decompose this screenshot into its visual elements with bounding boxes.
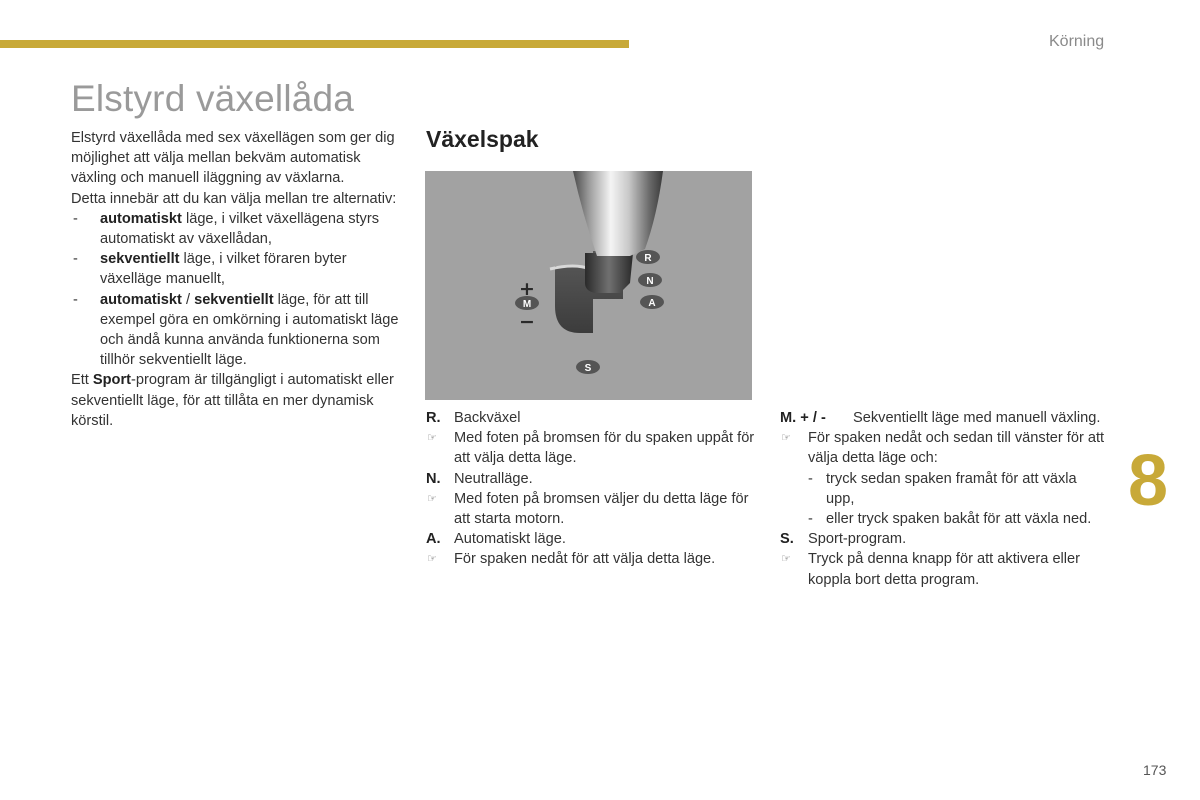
legend-instruction <box>780 428 1105 468</box>
legend-label: Neutralläge. <box>454 470 533 487</box>
sub-item-upshift <box>780 469 1105 509</box>
dash-marker: - <box>73 291 78 308</box>
gear-a-badge <box>640 295 664 309</box>
page-title: Elstyrd växellåda <box>71 78 355 119</box>
pointing-hand-icon: ☞ <box>427 553 437 566</box>
legend-label: Sport-program. <box>808 531 907 548</box>
page-number: 173 <box>1143 762 1167 778</box>
pointing-hand-icon: ☞ <box>427 492 437 505</box>
section-name: Körning <box>1049 33 1105 50</box>
gear-r-badge <box>636 250 660 264</box>
sport-post: -program är tillgängligt i automatiskt eller sekventiellt läge, för att tillåta en mer dynamisk körstil. <box>71 372 394 429</box>
chapter-number: 8 <box>1128 441 1169 521</box>
mode-name: sekventiellt <box>100 251 180 268</box>
sport-button <box>576 360 600 374</box>
legend-label: Backväxel <box>454 410 521 426</box>
intro-paragraph-2: Detta innebär att du kan välja mellan tre alternativ: <box>71 190 397 207</box>
intro-paragraph-1: Elstyrd växellåda med sex växellägen som ger dig möjlighet att välja mellan bekväm automatisk växling och manuell iläggning av växlarna. <box>71 130 395 187</box>
instruction-text: Med foten på bromsen för du spaken uppåt för att välja detta läge. <box>454 430 755 467</box>
mode-name-2: sekventiellt <box>194 291 274 308</box>
legend-key: S. <box>780 531 794 548</box>
intro-column <box>71 128 406 431</box>
header-accent-bar <box>0 40 629 48</box>
sub-item-downshift <box>780 509 1105 529</box>
dash-marker: - <box>73 251 78 268</box>
legend-key: A. <box>426 531 441 548</box>
legend-item-s <box>780 529 1105 549</box>
sport-paragraph <box>71 370 406 431</box>
lever-heading: Växelspak <box>426 126 539 152</box>
legend-instruction <box>780 549 1105 589</box>
legend-instruction <box>426 428 756 468</box>
mode-item-combined <box>71 290 406 371</box>
pointing-hand-icon: ☞ <box>781 432 791 445</box>
sub-item-text: tryck sedan spaken framåt för att växla upp, <box>826 470 1077 507</box>
legend-item-n <box>426 469 756 489</box>
dash-marker: - <box>808 470 813 487</box>
pointing-hand-icon: ☞ <box>427 432 437 445</box>
legend-item-r <box>426 408 756 428</box>
instruction-text: För spaken nedåt och sedan till vänster för att välja detta läge och: <box>808 430 1105 467</box>
instruction-text: Tryck på denna knapp för att aktivera eller koppla bort detta program. <box>808 551 1081 588</box>
gear-legend-column-2 <box>780 408 1105 590</box>
mode-name: automatiskt <box>100 291 182 308</box>
pointing-hand-icon: ☞ <box>781 553 791 566</box>
dash-marker: - <box>808 511 813 528</box>
minus-sign: − <box>519 311 535 333</box>
svg-text:N: N <box>646 276 654 287</box>
sport-bold: Sport <box>92 372 132 389</box>
gear-n-badge <box>638 273 662 287</box>
legend-instruction <box>426 549 756 569</box>
instruction-text: För spaken nedåt för att välja detta läge. <box>454 551 716 568</box>
legend-label: Automatiskt läge. <box>454 531 566 548</box>
sport-pre: Ett <box>71 372 93 389</box>
mode-desc: läge, för att till exempel göra en omkörning i automatiskt läge och ändå kunna använda funktionerna som tillhör sekventiellt läge. <box>100 291 399 369</box>
mode-item-sequential <box>71 249 406 289</box>
sub-item-text: eller tryck spaken bakåt för att växla ned. <box>826 511 1092 528</box>
mode-desc: läge, i vilket föraren byter växelläge manuellt, <box>100 251 347 288</box>
legend-key: N. <box>426 470 441 487</box>
mode-name: automatiskt <box>100 210 182 227</box>
lever-boot <box>585 253 633 293</box>
plus-sign: + <box>519 278 535 300</box>
legend-item-a <box>426 529 756 549</box>
svg-text:M: M <box>522 299 532 310</box>
legend-key: R. <box>426 410 441 426</box>
legend-instruction <box>426 489 756 529</box>
instruction-text: Med foten på bromsen väljer du detta läge för att starta motorn. <box>454 490 749 528</box>
gear-legend-column-1 <box>426 408 756 570</box>
mode-desc: läge, i vilket växellägena styrs automatiskt av växellådan, <box>100 210 380 248</box>
svg-text:R: R <box>644 253 652 264</box>
svg-text:S: S <box>584 363 592 374</box>
gear-lever-image <box>425 171 752 400</box>
legend-item-m <box>780 408 1105 428</box>
mode-item-automatic <box>71 209 406 249</box>
legend-key: M. + / - <box>780 410 826 426</box>
dash-marker: - <box>73 210 78 227</box>
mode-separator: / <box>181 291 195 308</box>
svg-text:A: A <box>648 298 656 309</box>
legend-label: Sekventiellt läge med manuell växling. <box>853 410 1101 426</box>
